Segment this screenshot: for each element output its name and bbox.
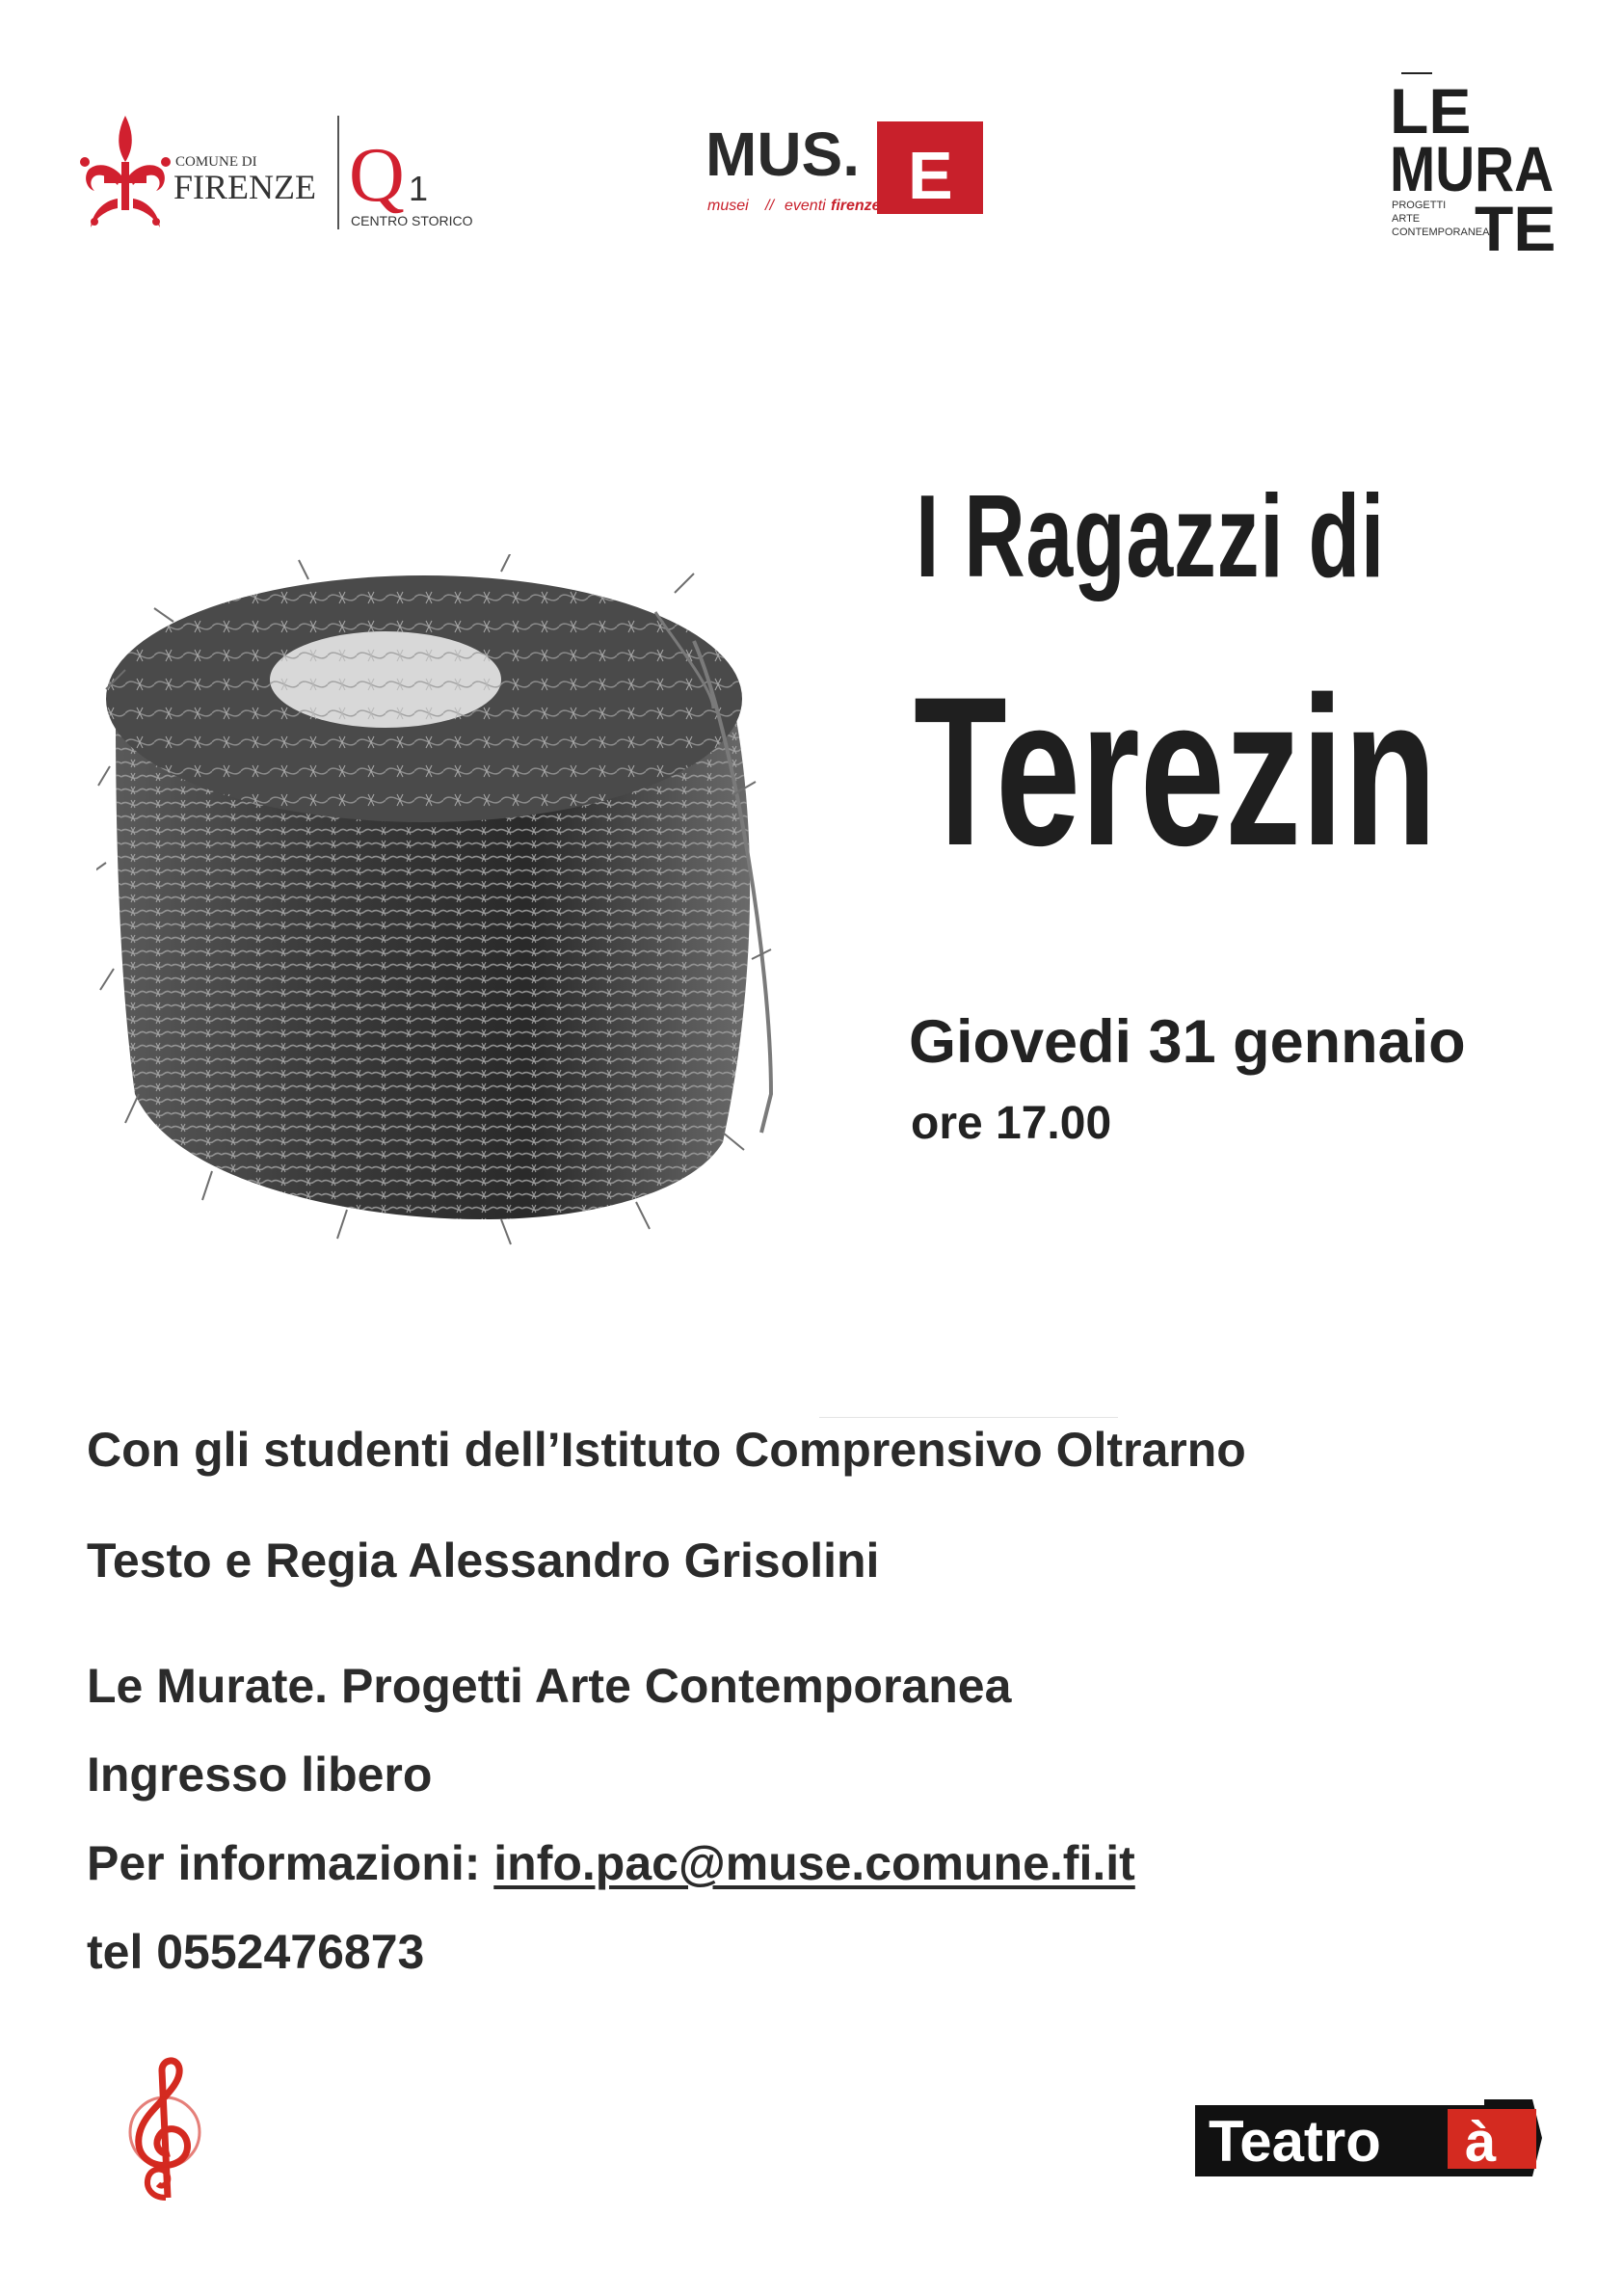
svg-text:E: E: [908, 138, 953, 213]
svg-text:ARTE: ARTE: [1392, 213, 1421, 225]
teatro-logo: [1195, 2099, 1542, 2176]
info-venue: Le Murate. Progetti Arte Contemporanea: [87, 1659, 1012, 1713]
info-students: Con gli studenti dell’Istituto Comprensivo Oltrarno: [87, 1423, 1246, 1477]
muse-logo: [704, 116, 1012, 222]
svg-text://: //: [765, 198, 774, 214]
svg-text:CENTRO STORICO: CENTRO STORICO: [351, 213, 473, 228]
comune-firenze-logo: [75, 106, 499, 241]
event-date: Giovedi 31 gennaio: [909, 1008, 1466, 1076]
barbed-wire-coil-image: [96, 554, 810, 1248]
svg-text:FIRENZE: FIRENZE: [173, 168, 316, 206]
svg-text:CONTEMPORANEA: CONTEMPORANEA: [1392, 227, 1490, 238]
svg-text:PROGETTI: PROGETTI: [1392, 200, 1447, 211]
svg-text:COMUNE DI: COMUNE DI: [175, 154, 257, 170]
svg-text:Q: Q: [349, 133, 405, 218]
svg-text:musei: musei: [707, 198, 749, 214]
svg-text:MURA: MURA: [1390, 133, 1554, 204]
info-contact: [87, 1835, 1135, 1891]
svg-text:1: 1: [409, 169, 429, 208]
divider: [819, 1417, 1118, 1418]
event-title-line2: Terezin: [914, 653, 1437, 890]
event-title-line1: I Ragazzi di: [916, 470, 1385, 601]
event-time: ore 17.00: [911, 1098, 1112, 1149]
contact-email-link[interactable]: info.pac@muse.comune.fi.it: [493, 1836, 1135, 1890]
giglio-fleur-de-lis-icon: [75, 106, 499, 241]
svg-text:MUS.: MUS.: [705, 120, 860, 189]
svg-text:LE: LE: [1390, 75, 1472, 147]
svg-text:Teatro: Teatro: [1209, 2109, 1381, 2174]
svg-text:eventi: eventi: [785, 198, 826, 214]
info-phone: tel 0552476873: [87, 1925, 425, 1979]
contact-label: Per informazioni:: [87, 1836, 494, 1890]
svg-text:firenze: firenze: [831, 198, 881, 214]
info-direction: Testo e Regia Alessandro Grisolini: [87, 1534, 880, 1588]
le-murate-logo: [1388, 67, 1561, 270]
svg-text:à: à: [1465, 2111, 1497, 2174]
info-admission: Ingresso libero: [87, 1748, 433, 1802]
svg-text:TE: TE: [1475, 193, 1556, 264]
treble-clef-icon: [123, 2053, 206, 2207]
